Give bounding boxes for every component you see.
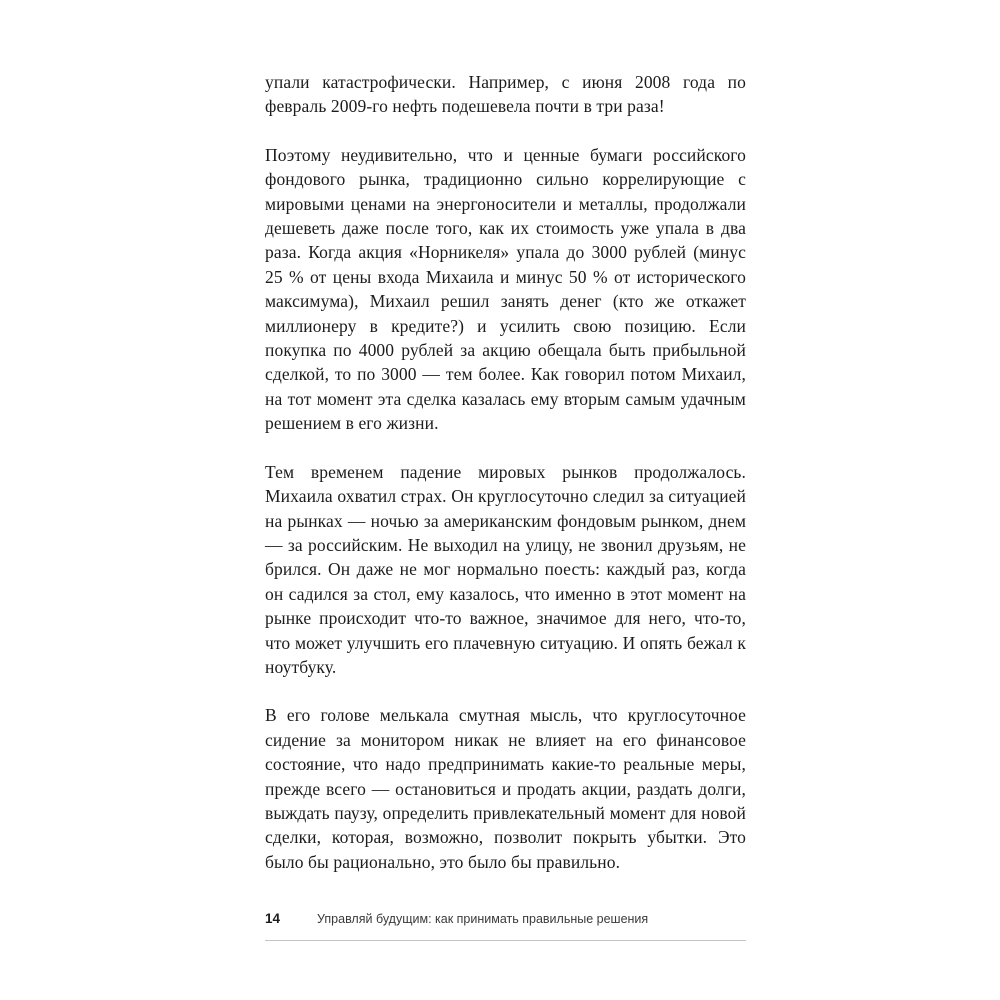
paragraph: В его голове мелькала смутная мысль, что круглосуточное сидение за монитором никак не влияет на его финансовое состояние, что надо предпринимать какие-то реальные меры, прежде всего — остановиться и продать акции, раздать долги, выждать паузу, определить привлекательный момент для новой сделки, которая, возможно, позволит покрыть убытки. Это было бы рационально, это было бы правильно. — [265, 705, 746, 872]
paragraph: Поэтому неудивительно, что и ценные бумаги российского фондового рынка, традиционно сильно коррелирующие с мировыми ценами на энергоносители и металлы, продолжали дешеветь даже после того, как их стоимость уже упала в два раза. Когда акция «Норникеля» упала до 3000 рублей (минус 25 % от цены входа Михаила и минус 50 % от исторического максимума), Михаил решил занять денег (кто же откажет миллионеру в кредите?) и усилить свою позицию. Если покупка по 4000 рублей за акцию обещала быть прибыльной сделкой, то по 3000 — тем более. Как говорил потом Михаил, на тот момент эта сделка казалась ему вторым самым удачным решением в его жизни. — [265, 144, 746, 434]
paragraph: Тем временем падение мировых рынков продолжалось. Михаила охватил страх. Он круглосуточно следил за ситуацией на рынках — ночью за американским фондовым рынком, днем — за российским. Не выходил на улицу, не звонил друзьям, не брился. Он даже не мог нормально поесть: каждый раз, когда он садился за стол, ему казалось, что именно в этот момент на рынке происходит что-то важное, значимое для него, что-то, что может улучшить его плачевную ситуацию. И опять бежал к ноутбуку. — [265, 461, 746, 677]
footer-divider — [265, 940, 746, 941]
page-footer — [265, 911, 746, 926]
body-text — [265, 70, 746, 898]
running-title: Управляй будущим: как принимать правильные решения — [317, 912, 649, 926]
page-number: 14 — [265, 911, 281, 926]
paragraph: упали катастрофически. Например, с июня 2008 года по февраль 2009-го нефть подешевела почти в три раза! — [265, 72, 746, 117]
